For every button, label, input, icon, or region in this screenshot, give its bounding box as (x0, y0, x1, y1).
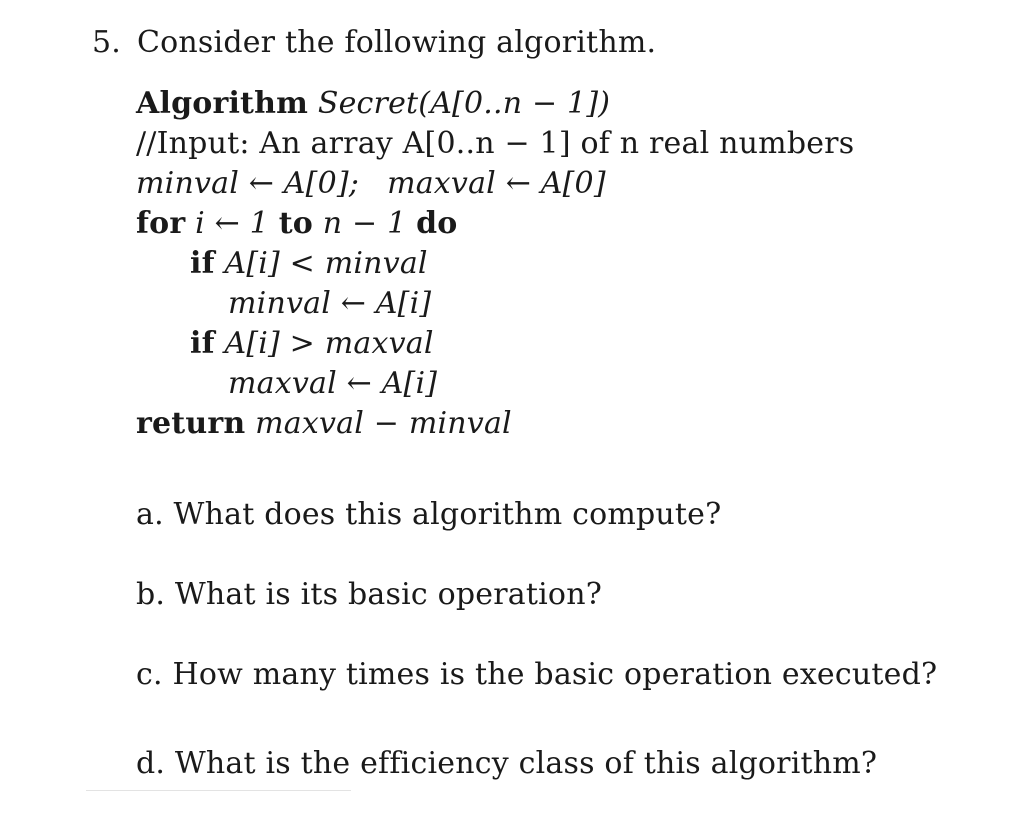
for-variable: i ← 1 (195, 206, 269, 241)
to-keyword: to (278, 206, 313, 241)
for-end: n − 1 (322, 206, 407, 241)
algorithm-signature: Secret(A[0..n − 1]) (317, 86, 611, 121)
init-min: minval ← A[0]; (136, 166, 360, 201)
algorithm-keyword: Algorithm (136, 86, 309, 121)
if-min-condition: A[i] < minval (224, 246, 428, 281)
return-keyword: return (136, 406, 246, 441)
question-a: a. What does this algorithm compute? (136, 497, 722, 532)
assign-min-line: minval ← A[i] (228, 286, 432, 321)
return-expression: maxval − minval (255, 406, 512, 441)
if-max-condition: A[i] > maxval (224, 326, 434, 361)
for-loop-line (136, 206, 458, 242)
question-b: b. What is its basic operation? (136, 577, 602, 612)
assign-max-line: maxval ← A[i] (228, 366, 438, 401)
problem-prompt: Consider the following algorithm. (137, 25, 657, 60)
if-max-line (190, 326, 434, 362)
if-keyword: if (190, 326, 215, 361)
problem-number: 5. (92, 25, 122, 60)
footer-divider (86, 790, 351, 791)
initialization-line (136, 166, 606, 202)
do-keyword: do (416, 206, 458, 241)
input-comment: //Input: An array A[0..n − 1] of n real numbers (136, 126, 855, 161)
for-keyword: for (136, 206, 186, 241)
question-d: d. What is the efficiency class of this algorithm? (136, 746, 878, 781)
question-c: c. How many times is the basic operation executed? (136, 657, 938, 692)
init-max: maxval ← A[0] (387, 166, 606, 201)
return-line (136, 406, 512, 442)
if-keyword: if (190, 246, 215, 281)
if-min-line (190, 246, 428, 282)
algorithm-header (136, 86, 610, 122)
